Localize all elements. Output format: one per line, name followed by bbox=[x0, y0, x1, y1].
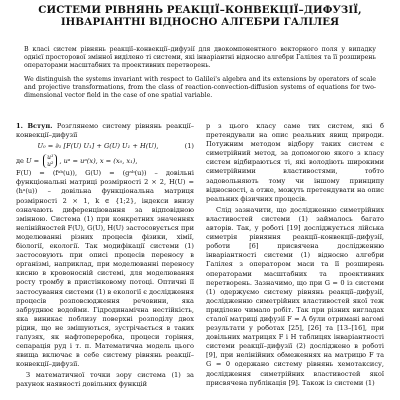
equation-1 bbox=[16, 142, 194, 151]
last-paragraph: З математичної точки зору система (1) за рахунок наявності довільних функцій bbox=[16, 371, 194, 389]
definitions-paragraph: F(U) = (fᵃᵇ(u)), G(U) = (gᵃᵇ(u)) – довільні функціональні матриці розмірності 2 × 2, H(U) = (hᵃ(u)) – довільна функціональна матриця розмірності 2 × 1, k ∈ {1;2}, індекси внизу означають диференціювання за відповідною змінною. Система (1) при конкретних значеннях нелінійностей F(U), G(U), H(U) застосовується при моделюванні різних процесів фізики, хімії, біології, екології. Так модифікації системи (1) застосовують при описі процесів переносу в організмі, наприклад, при моделюванні переносу кисню в кровоносній системі, для моделювання росту тромбу в пристінковому потоці. Оптичні її застосування системи (1) в екології є дослідження процесів розповсюдження речовини, яка забруднює водойми. Гідродинамічна нестійкість, яка виникає поблизу поверхні розподілу двох рідин, що не змішуються, зустрічається в таких галузях, як нафтопереробка, процеси горіння, сепарація руд і т. п. Математична модель цього явища включає в себе систему рівнянь реакції–конвекції–дифузії. bbox=[16, 169, 194, 369]
paper-title: СИСТЕМИ РІВНЯНЬ РЕАКЦІЇ–КОНВЕКЦІЇ–ДИФУЗІЇ, ІНВАРІАНТНІ ВІДНОСНО АЛГЕБРИ ГАЛІЛЕЯ bbox=[38, 4, 362, 28]
de-word: де bbox=[16, 156, 24, 165]
vector-u bbox=[43, 154, 57, 168]
left-column bbox=[16, 122, 194, 400]
vector-top: u¹ bbox=[47, 154, 54, 162]
intro-paragraph bbox=[16, 122, 194, 140]
abstract-ukrainian: В класі систем рівнянь реакції–конвекції–дифузії для двокомпонентного векторного поля у випадку однієї просторової змінної виділено ті системи, які інваріантні відносно алгебри Галілея та її розширень операторами масштабних та проективних перетворень. bbox=[24, 46, 376, 69]
equation-1-body: U₀ = ∂₁ [F(U) U₁] + G(U) U₁ + H(U), bbox=[37, 142, 159, 151]
equation-1-number: (1) bbox=[184, 142, 194, 151]
right-paragraph-1: р з цього класу саме тих систем, які б претендували на опис реальних явищ природи. Потужним методом відбору таких систем є симетрійний метод, за допомогою якого з класу систем відбираються ті, які володіють широкими симетрійними властивостями, тобто задовольняють тому чи іншому принципу відносності, а отже, можуть претендувати на опис реальних фізичних процесів. bbox=[206, 122, 384, 203]
right-paragraph-2: Слід зазначити, що дослідженню симетрійних властивостей системи (1) займалось багато авторів. Так, у роботі [19] досліджується лійська симетрія рівняння реакції–конвекції–дифузії, роботи [6] присвячена дослідженню інваріантності системи (1) відносно алгебри Галілея з оператором маси та її розширень операторами масштабних та проективних перетворень. Зазначимо, що при G = 0 із системи (1) одержуємо систему рівнянь реакції–дифузії, дослідженню симетрійних властивостей якої теж приділено чимало робіт. Так при різних вигладах сталої матриці дифузії F = A були отримані вагомі результати у роботах [25], [26] та [13–[16], при довільних матрицях F і H таблицях інваріантності системи реакції–дифузії (2) досліджено в роботі [9], при нелінійних обмеженнях на матрицю F та G = 0 одержано систему рівнянь хемотаксису, дослідження симетрійних властивостей якої присвячена публікація [9]. Також із системи (1) bbox=[206, 205, 384, 387]
vector-definition: де U = u¹ u² , uᵃ = uᵃ(x), x = (x₀, x₁), bbox=[16, 154, 138, 169]
right-column bbox=[206, 122, 384, 400]
section-heading: 1. Вступ. bbox=[16, 122, 53, 130]
intro-text: Розглянемо систему рівнянь реакції–конвекції–дифузії bbox=[16, 122, 194, 140]
abstract-english: We distinguish the systems invariant with respect to Galilei's algebra and its extensions by operators of scale and projective transformations, from the class of reaction-convection-diffusion systems of equations for two-dimensional vector field in the case of one spatial variable. bbox=[24, 76, 376, 99]
vector-bottom: u² bbox=[47, 161, 54, 169]
vector-components: , uᵃ = uᵃ(x), x = (x₀, x₁), bbox=[59, 156, 138, 165]
